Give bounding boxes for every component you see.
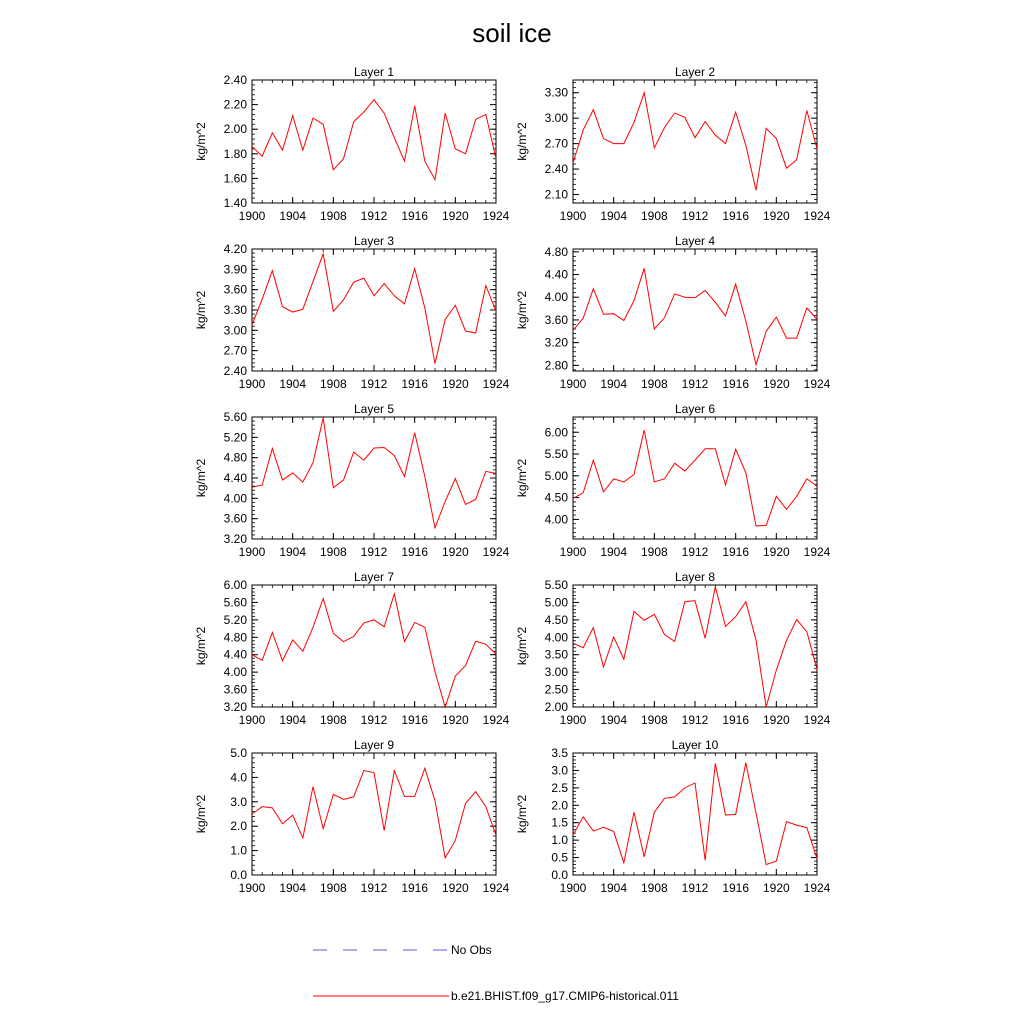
x-tick-label: 1924 bbox=[803, 545, 831, 559]
y-tick-label: 3.00 bbox=[223, 323, 247, 338]
y-axis-label: kg/m^2 bbox=[194, 122, 208, 161]
y-tick-label: 1.0 bbox=[551, 833, 568, 848]
x-tick-label: 1916 bbox=[401, 377, 429, 391]
y-tick-label: 0.0 bbox=[230, 868, 247, 882]
y-tick-label: 2.20 bbox=[223, 97, 247, 112]
plot-frame bbox=[252, 753, 496, 875]
y-tick-label: 2.80 bbox=[544, 358, 568, 373]
series-line bbox=[573, 430, 817, 526]
y-tick-label: 5.20 bbox=[223, 430, 247, 445]
x-tick-label: 1904 bbox=[279, 377, 307, 391]
y-tick-label: 5.60 bbox=[223, 410, 247, 424]
y-tick-label: 3.30 bbox=[544, 85, 568, 100]
y-tick-label: 4.80 bbox=[223, 450, 247, 465]
y-axis-label: kg/m^2 bbox=[194, 794, 208, 834]
y-tick-label: 2.5 bbox=[551, 780, 568, 795]
x-tick-label: 1908 bbox=[319, 377, 347, 391]
series-line bbox=[252, 418, 496, 528]
panel-title: Layer 4 bbox=[674, 234, 716, 248]
x-tick-label: 1900 bbox=[238, 377, 266, 391]
y-tick-label: 5.20 bbox=[223, 612, 247, 627]
y-tick-label: 4.00 bbox=[223, 665, 247, 680]
x-tick-label: 1916 bbox=[722, 545, 750, 559]
x-tick-label: 1920 bbox=[762, 209, 790, 223]
y-tick-label: 5.00 bbox=[544, 468, 568, 483]
x-tick-label: 1908 bbox=[640, 713, 668, 727]
y-tick-label: 2.40 bbox=[223, 73, 247, 87]
legend bbox=[313, 943, 679, 1003]
x-tick-label: 1904 bbox=[279, 209, 307, 223]
y-tick-label: 3.60 bbox=[223, 511, 247, 526]
x-tick-label: 1908 bbox=[319, 545, 347, 559]
plot-frame bbox=[573, 249, 817, 371]
y-tick-label: 5.00 bbox=[544, 595, 568, 610]
y-tick-label: 4.00 bbox=[544, 290, 568, 305]
x-tick-label: 1904 bbox=[279, 545, 307, 559]
plot-frame bbox=[252, 585, 496, 707]
x-tick-label: 1912 bbox=[681, 545, 709, 559]
x-tick-label: 1900 bbox=[559, 881, 587, 895]
y-tick-label: 4.40 bbox=[223, 647, 247, 662]
x-tick-label: 1920 bbox=[762, 713, 790, 727]
x-tick-label: 1908 bbox=[319, 881, 347, 895]
panel-4 bbox=[515, 234, 831, 391]
panel-title: Layer 8 bbox=[674, 570, 716, 584]
y-tick-label: 2.50 bbox=[544, 682, 568, 697]
x-tick-label: 1916 bbox=[722, 209, 750, 223]
y-tick-label: 6.00 bbox=[544, 425, 568, 440]
x-tick-label: 1904 bbox=[600, 545, 628, 559]
x-tick-label: 1924 bbox=[803, 209, 831, 223]
y-tick-label: 3.60 bbox=[544, 312, 568, 327]
y-tick-label: 3.20 bbox=[223, 700, 247, 714]
panel-title: Layer 1 bbox=[353, 65, 395, 79]
x-tick-label: 1904 bbox=[600, 881, 628, 895]
y-tick-label: 4.50 bbox=[544, 490, 568, 505]
y-tick-label: 3.0 bbox=[230, 794, 247, 809]
x-tick-label: 1904 bbox=[279, 881, 307, 895]
y-tick-label: 1.0 bbox=[230, 843, 247, 858]
y-tick-label: 0.5 bbox=[551, 850, 568, 865]
y-tick-label: 3.00 bbox=[544, 665, 568, 680]
x-tick-label: 1912 bbox=[360, 713, 388, 727]
x-tick-label: 1900 bbox=[238, 713, 266, 727]
y-tick-label: 3.60 bbox=[223, 682, 247, 697]
y-tick-label: 4.0 bbox=[230, 770, 247, 785]
x-tick-label: 1920 bbox=[441, 209, 469, 223]
panel-6 bbox=[515, 402, 831, 559]
panel-2 bbox=[515, 65, 831, 223]
x-tick-label: 1916 bbox=[722, 881, 750, 895]
y-tick-label: 2.70 bbox=[544, 136, 568, 151]
y-tick-label: 2.00 bbox=[544, 700, 568, 714]
plot-frame bbox=[573, 753, 817, 875]
x-tick-label: 1912 bbox=[681, 209, 709, 223]
series-line bbox=[573, 763, 817, 865]
y-tick-label: 4.50 bbox=[544, 612, 568, 627]
x-tick-label: 1908 bbox=[640, 377, 668, 391]
y-tick-label: 3.5 bbox=[551, 746, 568, 760]
y-tick-label: 2.40 bbox=[544, 162, 568, 177]
x-tick-label: 1920 bbox=[762, 881, 790, 895]
x-tick-label: 1904 bbox=[600, 713, 628, 727]
y-tick-label: 4.40 bbox=[223, 471, 247, 485]
y-tick-label: 1.60 bbox=[223, 171, 247, 186]
y-tick-label: 4.80 bbox=[544, 244, 568, 259]
y-tick-label: 3.90 bbox=[223, 262, 247, 277]
y-tick-label: 4.00 bbox=[544, 630, 568, 645]
y-tick-label: 5.50 bbox=[544, 447, 568, 462]
x-tick-label: 1908 bbox=[640, 881, 668, 895]
y-tick-label: 0.0 bbox=[551, 868, 568, 882]
x-tick-label: 1908 bbox=[640, 209, 668, 223]
x-tick-label: 1916 bbox=[722, 377, 750, 391]
x-tick-label: 1924 bbox=[482, 377, 510, 391]
y-tick-label: 3.20 bbox=[223, 532, 247, 546]
series-line bbox=[252, 254, 496, 364]
panel-10 bbox=[515, 738, 831, 895]
x-tick-label: 1920 bbox=[762, 545, 790, 559]
x-tick-label: 1908 bbox=[319, 713, 347, 727]
x-tick-label: 1920 bbox=[441, 377, 469, 391]
x-tick-label: 1912 bbox=[360, 881, 388, 895]
x-tick-label: 1900 bbox=[238, 209, 266, 223]
panel-3 bbox=[194, 234, 510, 391]
x-tick-label: 1924 bbox=[482, 209, 510, 223]
series-line bbox=[252, 100, 496, 180]
x-tick-label: 1912 bbox=[360, 377, 388, 391]
legend-label-no-obs: No Obs bbox=[451, 943, 492, 957]
x-tick-label: 1904 bbox=[600, 377, 628, 391]
panel-9 bbox=[194, 738, 510, 895]
y-tick-label: 3.20 bbox=[544, 335, 568, 350]
y-axis-label: kg/m^2 bbox=[515, 794, 529, 834]
x-tick-label: 1908 bbox=[319, 209, 347, 223]
x-tick-label: 1900 bbox=[559, 545, 587, 559]
x-tick-label: 1904 bbox=[279, 713, 307, 727]
y-axis-label: kg/m^2 bbox=[194, 290, 208, 330]
panel-title: Layer 2 bbox=[674, 65, 716, 79]
x-tick-label: 1912 bbox=[681, 377, 709, 391]
y-tick-label: 4.00 bbox=[544, 512, 568, 527]
x-tick-label: 1924 bbox=[803, 713, 831, 727]
y-tick-label: 1.5 bbox=[551, 815, 568, 830]
y-tick-label: 2.0 bbox=[230, 819, 247, 834]
x-tick-label: 1924 bbox=[482, 713, 510, 727]
panel-title: Layer 5 bbox=[353, 402, 395, 416]
panel-5 bbox=[194, 402, 510, 559]
y-axis-label: kg/m^2 bbox=[515, 290, 529, 330]
x-tick-label: 1920 bbox=[441, 713, 469, 727]
panel-title: Layer 9 bbox=[353, 738, 395, 752]
y-tick-label: 2.70 bbox=[223, 343, 247, 358]
legend-label-model: b.e21.BHIST.f09_g17.CMIP6-historical.011 bbox=[451, 989, 679, 1003]
y-tick-label: 4.80 bbox=[223, 630, 247, 645]
panel-7 bbox=[194, 570, 510, 727]
y-tick-label: 2.00 bbox=[223, 122, 247, 137]
x-tick-label: 1904 bbox=[600, 209, 628, 223]
x-tick-label: 1912 bbox=[681, 881, 709, 895]
y-tick-label: 3.0 bbox=[551, 763, 568, 778]
x-tick-label: 1900 bbox=[238, 545, 266, 559]
x-tick-label: 1924 bbox=[803, 377, 831, 391]
plot-frame bbox=[573, 417, 817, 539]
plot-frame bbox=[252, 417, 496, 539]
y-tick-label: 3.30 bbox=[223, 303, 247, 317]
panel-title: Layer 7 bbox=[353, 570, 395, 584]
y-tick-label: 4.00 bbox=[223, 491, 247, 506]
panels bbox=[194, 65, 831, 895]
x-tick-label: 1916 bbox=[401, 881, 429, 895]
series-line bbox=[573, 268, 817, 364]
y-tick-label: 1.40 bbox=[223, 196, 247, 210]
y-tick-label: 5.0 bbox=[230, 746, 247, 760]
x-tick-label: 1916 bbox=[722, 713, 750, 727]
y-tick-label: 3.50 bbox=[544, 647, 568, 662]
x-tick-label: 1900 bbox=[238, 881, 266, 895]
x-tick-label: 1916 bbox=[401, 209, 429, 223]
y-tick-label: 3.00 bbox=[544, 111, 568, 126]
plot-frame bbox=[573, 585, 817, 707]
x-tick-label: 1912 bbox=[360, 209, 388, 223]
panel-title: Layer 6 bbox=[674, 402, 716, 416]
x-tick-label: 1900 bbox=[559, 713, 587, 727]
x-tick-label: 1920 bbox=[762, 377, 790, 391]
x-tick-label: 1912 bbox=[360, 545, 388, 559]
x-tick-label: 1900 bbox=[559, 377, 587, 391]
x-tick-label: 1916 bbox=[401, 545, 429, 559]
series-line bbox=[573, 587, 817, 707]
y-tick-label: 1.80 bbox=[223, 146, 247, 161]
x-tick-label: 1924 bbox=[482, 545, 510, 559]
x-tick-label: 1920 bbox=[441, 545, 469, 559]
panel-title: Layer 10 bbox=[671, 738, 719, 752]
x-tick-label: 1916 bbox=[401, 713, 429, 727]
y-tick-label: 6.00 bbox=[223, 578, 247, 592]
plot-frame bbox=[252, 80, 496, 203]
panel-1 bbox=[194, 65, 510, 223]
x-tick-label: 1900 bbox=[559, 209, 587, 223]
y-tick-label: 4.20 bbox=[223, 242, 247, 256]
x-tick-label: 1924 bbox=[482, 881, 510, 895]
legend-item-model bbox=[313, 989, 679, 1003]
y-axis-label: kg/m^2 bbox=[515, 122, 529, 161]
y-tick-label: 2.40 bbox=[223, 364, 247, 378]
y-tick-label: 4.40 bbox=[544, 267, 568, 282]
panel-title: Layer 3 bbox=[353, 234, 395, 248]
x-tick-label: 1924 bbox=[803, 881, 831, 895]
y-tick-label: 2.10 bbox=[544, 187, 568, 202]
y-axis-label: kg/m^2 bbox=[515, 626, 529, 666]
series-line bbox=[573, 93, 817, 191]
y-axis-label: kg/m^2 bbox=[194, 458, 208, 498]
y-tick-label: 5.50 bbox=[544, 578, 568, 592]
y-tick-label: 3.60 bbox=[223, 282, 247, 297]
x-tick-label: 1912 bbox=[681, 713, 709, 727]
series-line bbox=[252, 768, 496, 858]
y-tick-label: 2.0 bbox=[551, 798, 568, 813]
y-tick-label: 5.60 bbox=[223, 595, 247, 610]
y-axis-label: kg/m^2 bbox=[515, 458, 529, 498]
legend-item-no-obs bbox=[313, 943, 492, 957]
main-title: soil ice bbox=[472, 18, 552, 48]
panel-8 bbox=[515, 570, 831, 727]
y-axis-label: kg/m^2 bbox=[194, 626, 208, 666]
x-tick-label: 1920 bbox=[441, 881, 469, 895]
series-line bbox=[252, 594, 496, 707]
x-tick-label: 1908 bbox=[640, 545, 668, 559]
